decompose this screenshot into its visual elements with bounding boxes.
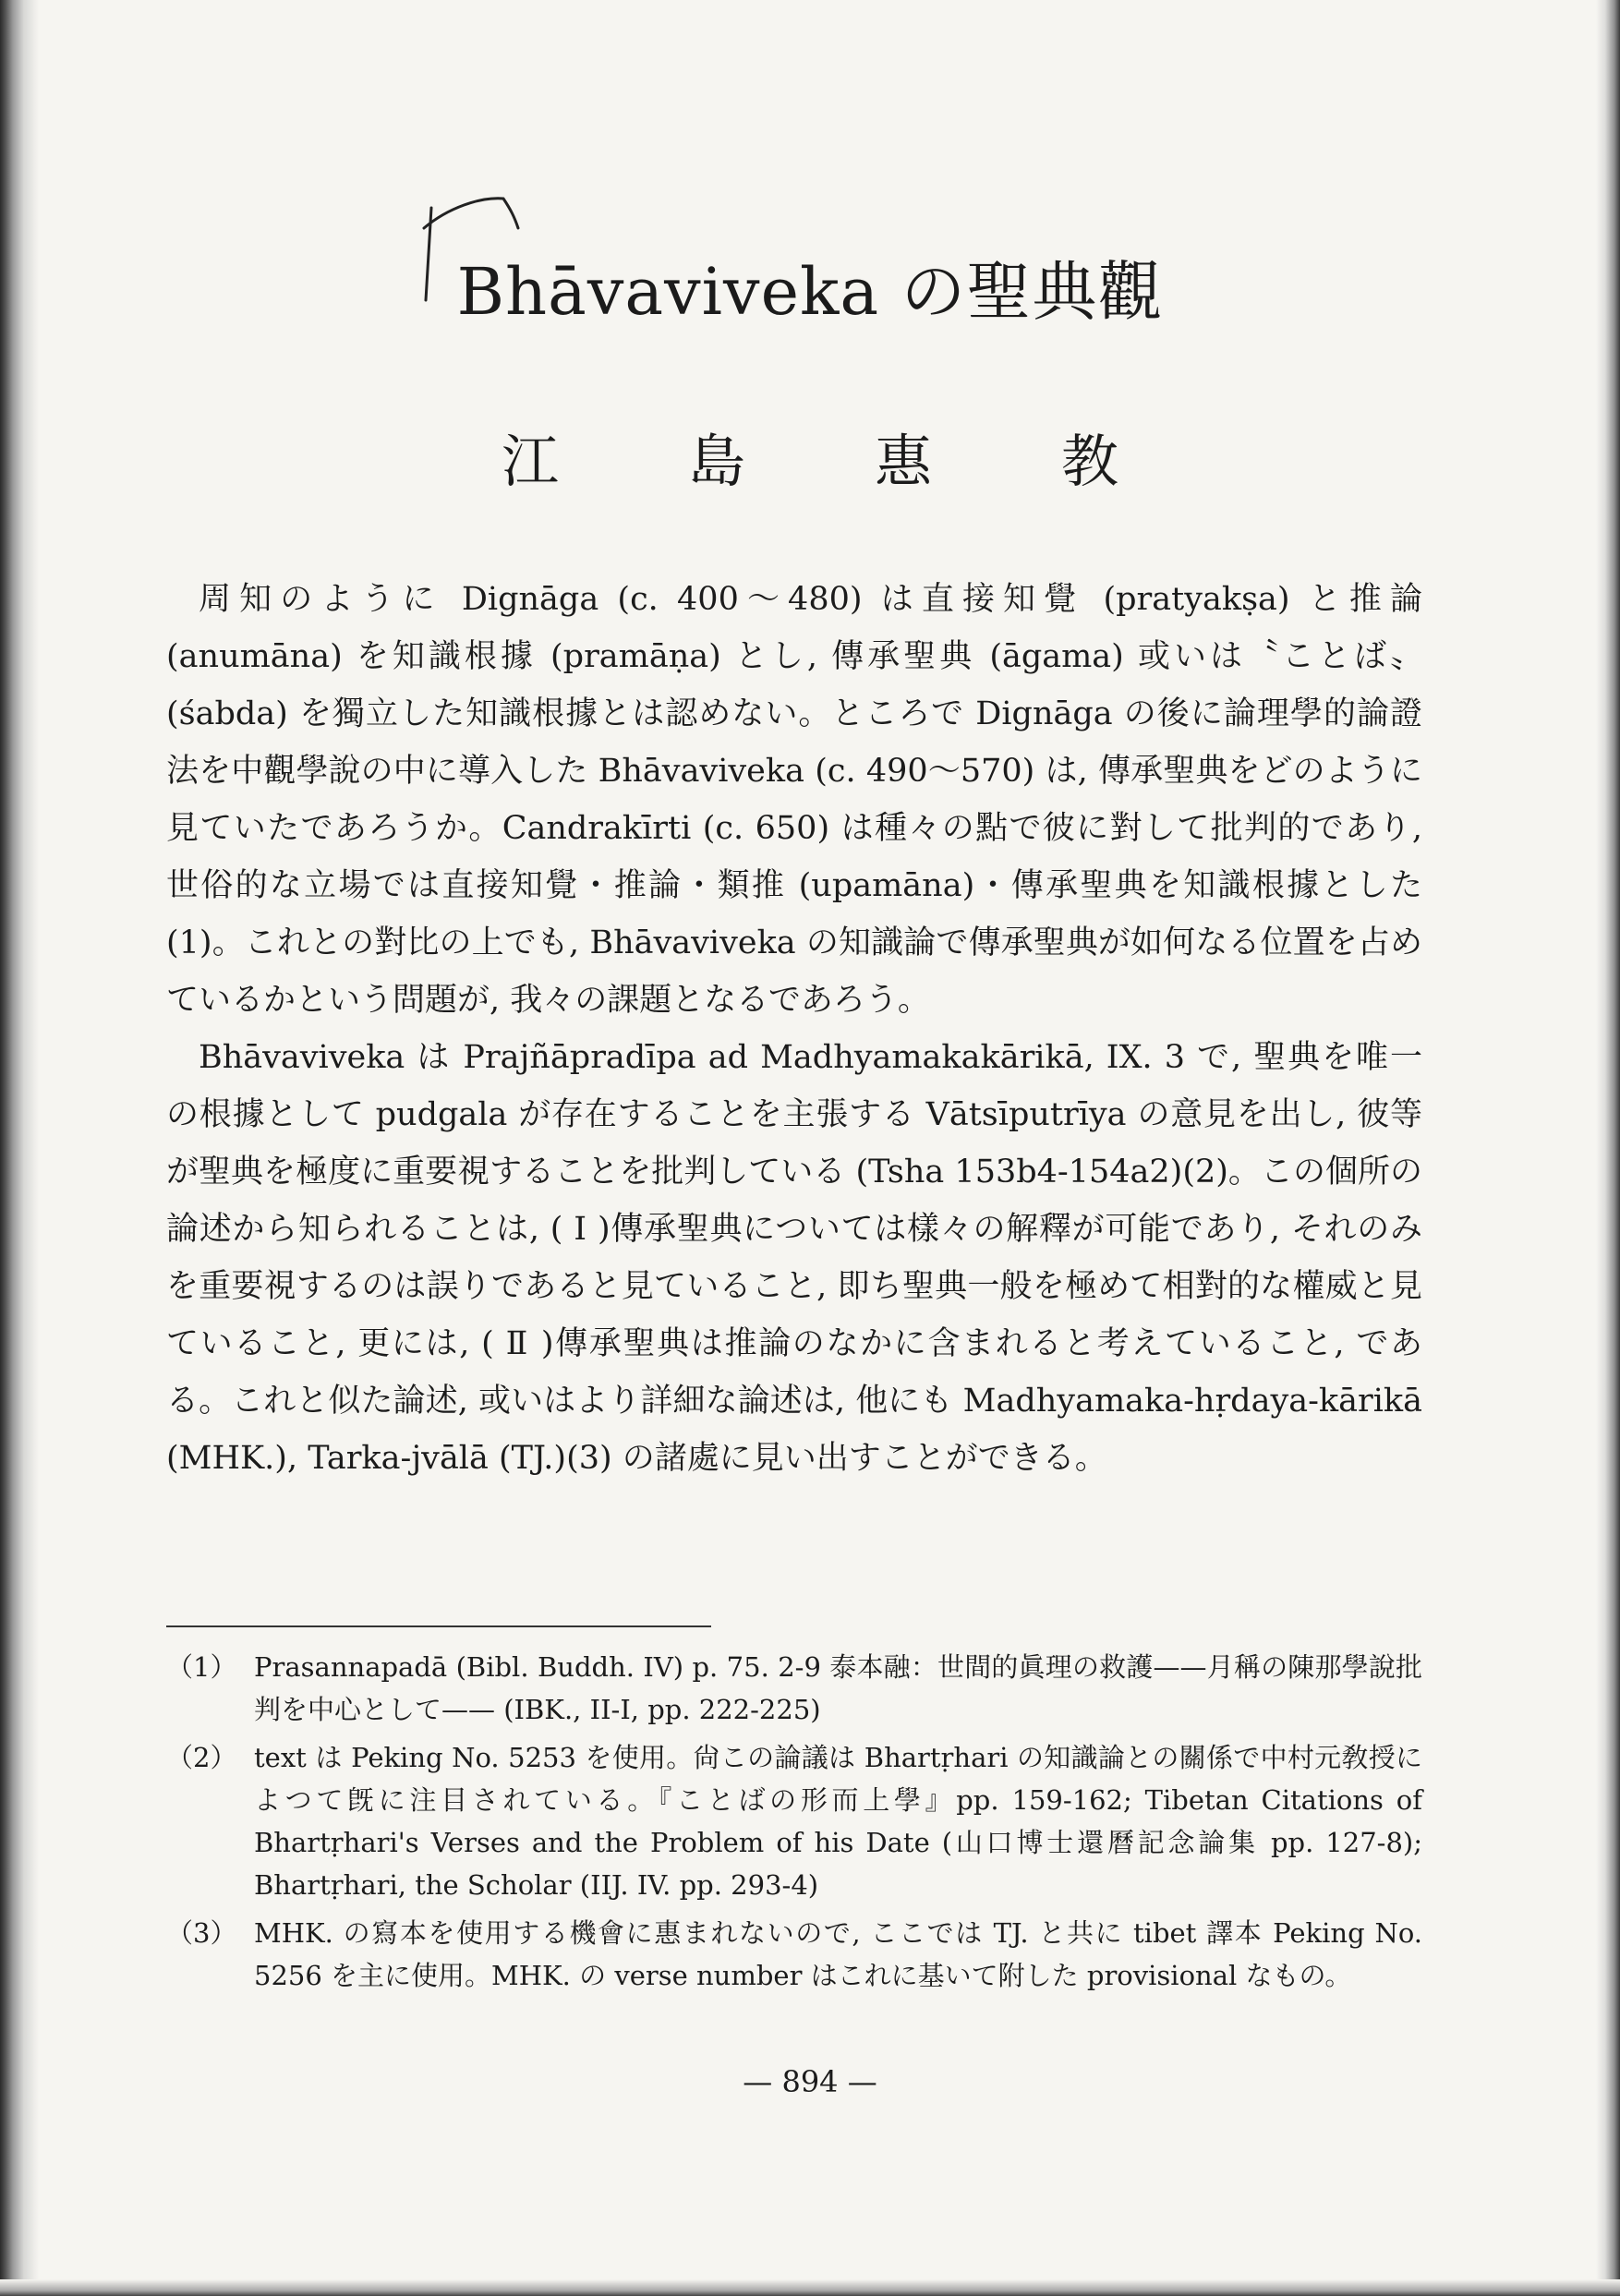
footnote-number: （3）	[166, 1917, 237, 1949]
scan-edge-bottom	[0, 2279, 1620, 2296]
page-number: — 894 —	[743, 2064, 877, 2099]
author-name: 江島惠教	[501, 428, 1248, 495]
footnote-number: （1）	[166, 1651, 237, 1683]
main-text	[166, 571, 1422, 1487]
footnote-text: MHK. の寫本を使用する機會に惠まれないので, ここでは TJ. と共に tibet 譯本 Peking No. 5256 を主に使用。MHK. の verse number はこれに基いて附した provisional なもの。	[254, 1917, 1422, 1991]
footnotes	[166, 1646, 1422, 2002]
footnote-number: （2）	[166, 1742, 237, 1773]
footnote-2	[166, 1736, 1422, 1906]
paragraph-1: 周知のように Dignāga (c. 400～480) は直接知覺 (pratyakṣa) と推論 (anumāna) を知識根據 (pramāṇa) とし, 傳承聖典 (āgama) 或いは〝ことば〟(śabda) を獨立した知識根據とは認めない。ところで Dignāga の後に論理學的論證法を中觀學說の中に導入した Bhāvaviveka (c. 490～570) は, 傳承聖典をどのように見ていたであろうか。Candrakīrti (c. 650) は種々の點で彼に對して批判的であり, 世俗的な立場では直接知覺・推論・類推 (upamāna)・傳承聖典を知識根據とした(1)。これとの對比の上でも, Bhāvaviveka の知識論で傳承聖典が如何なる位置を占めているかという問題が, 我々の課題となるであろう。	[166, 581, 1422, 1019]
page-title: Bhāvaviveka の聖典觀	[456, 254, 1164, 330]
footnote-text: Prasannapadā (Bibl. Buddh. IV) p. 75. 2-9 泰本融：世間的眞理の救護——月稱の陳那學說批判を中心として—— (IBK., II-I, pp. 222-225)	[254, 1651, 1422, 1725]
scan-edge-left	[0, 0, 39, 2296]
footnote-text: text は Peking No. 5253 を使用。尙この論議は Bhartṛhari の知識論との關係で中村元敎授によつて旣に注目されている。『ことばの形而上學』pp. 159-162; Tibetan Citations of Bhartṛhari's Verses and the Problem of his Date (山口博士還曆記念論集 pp. 127-8); Bhartṛhari, the Scholar (IIJ. IV. pp. 293-4)	[254, 1742, 1422, 1901]
paragraph-2: Bhāvaviveka は Prajñāpradīpa ad Madhyamakakārikā, IX. 3 で, 聖典を唯一の根據として pudgala が存在することを主張する Vātsīputrīya の意見を出し, 彼等が聖典を極度に重要視することを批判している (Tsha 153b4-154a2)(2)。この個所の論述から知られることは, ( I )傳承聖典については樣々の解釋が可能であり, それのみを重要視するのは誤りであると見ていること, 即ち聖典一般を極めて相對的な權威と見ていること, 更には, ( Ⅱ )傳承聖典は推論のなかに含まれると考えていること, である。これと似た論述, 或いはより詳細な論述は, 他にも Madhyamaka-hṛdaya-kārikā (MHK.), Tarka-jvālā (TJ.)(3) の諸處に見い出すことができる。	[166, 1039, 1422, 1477]
footnote-1	[166, 1646, 1422, 1731]
scan-edge-right	[1596, 0, 1620, 2296]
footnote-3	[166, 1912, 1422, 1997]
footnote-divider	[166, 1625, 711, 1627]
